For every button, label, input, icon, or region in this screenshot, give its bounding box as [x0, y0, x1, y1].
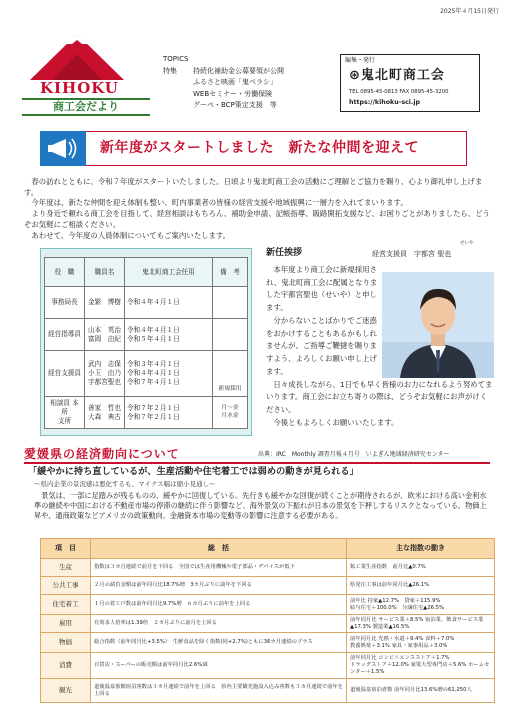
banner-title: 新年度がスタートしました 新たな仲間を迎えて	[100, 140, 419, 156]
topic-row: 特集 持続化補助金公募要領が公開	[163, 66, 284, 75]
topics-label: TOPICS	[163, 55, 189, 63]
topics-list	[163, 54, 284, 112]
econ-header: 主な指数の動き	[347, 539, 495, 559]
new-staff-greeting: 本年度より商工会に新規採用され、鬼北町商工会に配属となりました宇都宮聖也（せいや）と申します。 分からないことばかりでご迷惑をおかけすることもあるかもしれませんが、ご指導ご鞭撻を賜りますよう、よろしくお願い申し上げます。 日々成長しながら、1日でも早く皆様のお力になれるよう努めてまいります。商工会にお立ち寄りの際は、どうぞお気軽にお声がけください。 今後ともよろしくお願いいたします。	[266, 265, 493, 427]
topic-row: グーペ・BCP策定支援 等	[193, 101, 277, 110]
chamber-seal-icon: ⊛	[349, 68, 361, 83]
economy-source: 出典：IRC Monthly 調査月報４月号 いよぎん地域経済研究センター	[258, 451, 450, 458]
econ-header: 項 目	[41, 539, 91, 559]
brand-subtitle: 商工会だより	[22, 98, 150, 116]
section-divider	[24, 462, 490, 464]
table-row: 経営指導員 山本 英治 富岡 由紀 令和４年４月１日 令和５年４月１日	[45, 319, 248, 351]
new-staff-role: 経営支援員 宇都宮 聖也	[372, 250, 452, 258]
new-staff-title: 新任挨拶	[266, 248, 303, 258]
issue-date: 2025年４月15日発行	[440, 8, 499, 15]
publisher-name: ⊛鬼北町商工会	[349, 68, 445, 83]
topic-row: WEBセミナー・労働保険	[193, 89, 273, 98]
topic-row: ふるさと映画「鬼ベラシ」	[193, 78, 277, 87]
table-row: 住宅着工 １月の着工戸数は前年同月比9.7%増 ６カ月ぶりに前年を上回る 前年比 持家▲12.7% 貸家＋115.9% 給与住宅＋100.0% 分譲住宅▲26.5%	[41, 595, 495, 615]
publisher-label: 編集・発行	[345, 57, 376, 64]
staff-header: 備 考	[213, 258, 248, 287]
staff-header: 役 職	[45, 258, 85, 287]
economy-table	[40, 538, 495, 703]
intro-paragraph: 春の訪れとともに、令和７年度がスタートいたしました。日頃より鬼北町商工会の活動にご理解とご協力を賜り、心より御礼申し上げます。	[24, 177, 483, 197]
economy-summary: 景気は、一部に足踏みが残るものの、緩やかに回復している。先行きも緩やかな回復が続くことが期待されるが、欧米における高い金利水準の継続や中国における不動産市場の停滞の継続に伴う影響など、海外景気の下振れが日本の景気を下押しするリスクとなっている。物価上昇や、通商政策などアメリカの政策動向、金融資本市場の変動等の影響に注意する必要がある。	[34, 491, 487, 521]
intro-paragraph: あわせて、今年度の人員体制についてもご案内いたします。	[31, 230, 231, 240]
table-row: 経営支援員 武内 志保 小玉 由乃 宇都宮聖也 令和３年４月１日 令和４年４月１日 令和７年４月１日 新規採用	[45, 351, 248, 397]
staff-header: 鬼北町商工会任用	[125, 258, 213, 287]
table-row: 消費 百貨店・スーパーの販売額は前年同月比2.6%減 前年同月比 コンビニエンスストア＋1.7% ドラッグストア＋12.0% 家電大型専門店＋5.6% ホームセンター＋1.5%	[41, 653, 495, 679]
economy-title: 愛媛県の経済動向について	[24, 447, 180, 461]
publisher-box	[340, 54, 480, 112]
intro-paragraph: 今年度は、新たな仲間を迎え体制も整い、町内事業者の皆様の経営支援や地域振興に一層力を入れてまいります。	[31, 198, 408, 208]
staff-table	[44, 257, 248, 429]
publisher-contact: TEL 0895-45-0813 FAX 0895-45-3200	[349, 89, 449, 95]
table-row: 事務局長 金繁 博樹 令和４年４月１日	[45, 287, 248, 319]
staff-header: 職員名	[85, 258, 125, 287]
intro-text	[24, 177, 490, 241]
table-row: 物価 総合指数（前年同月比+3.5%） 生鮮食品を除く指数(同+2.7%)ともに36カ月連続のプラス 前年同月比 光熱・水道＋9.4% 食料＋7.0% 教養娯楽＋3.1% 家具・家事用品＋3.0%	[41, 633, 495, 653]
table-row: 観光 道後温泉旅館宿泊客数は３カ月連続で前年を上回る 県内主要観光施設入込み客数も３カ月連続で前年を上回る 道後温泉宿泊者数 前年同月比13.6%増の61,250人	[41, 679, 495, 703]
table-row: 雇用 有効求人倍率は1.39倍 ２カ月ぶりに前月を上回る 前年同月比 サービス業＋8.5% 宿泊業、飲食サービス業▲17.3% 製造業▲16.5%	[41, 615, 495, 633]
table-row: 公共工事 ２月の請負金額は前年同月比18.7%増 3カ月ぶりに前年を下回る 県発注工事は前年同月比▲26.1%	[41, 577, 495, 595]
intro-paragraph: より身近で頼れる商工会を目指して、経営相談はもちろん、補助金申請、記帳指導、販路開拓支援など、お困りごとがありましたら、どうぞお気軽にご相談ください。	[24, 209, 490, 229]
economy-subheadline: ～県内企業の景況感は悪化するも、マイナス幅は縮小見通し～	[34, 480, 216, 488]
brand-name: KIHOKU	[40, 79, 119, 97]
table-row: 生産 指数は３カ月連続で前月を下回る 全国では生産用機械や電子部品・デバイスが低下 鉱工業生産指数 前月比▲0.7%	[41, 559, 495, 577]
megaphone-icon	[40, 131, 86, 166]
economy-headline: 「緩やかに持ち直しているが、生産活動や住宅着工では弱めの動きが見られる」	[28, 466, 359, 477]
name-ruby: せいや	[460, 241, 474, 246]
table-row: 相談員 本所 支所 善家 哲也 大森 典古 令和７年２月１日 令和７年２月１日 月〜金 月水金	[45, 397, 248, 429]
econ-header: 総 括	[91, 539, 347, 559]
kihoku-mountain-logo	[22, 30, 132, 84]
publisher-url[interactable]: https://kihoku-sci.jp	[349, 99, 421, 106]
